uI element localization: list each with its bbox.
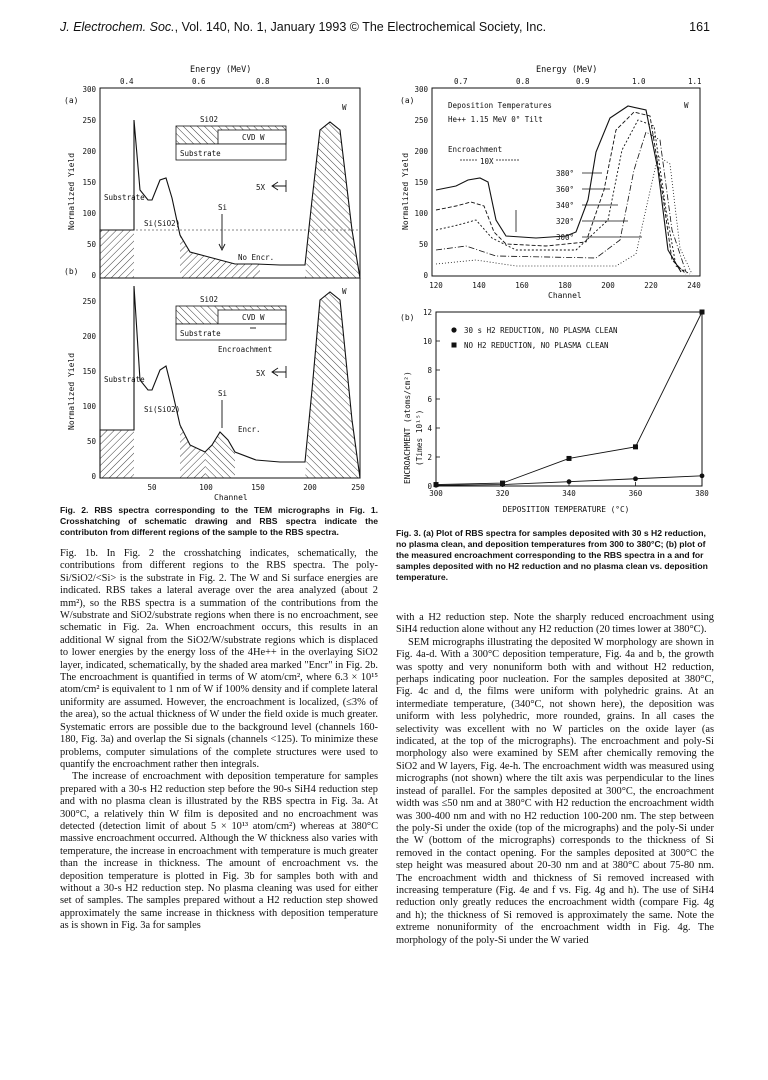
fig3b-svg: [396, 304, 716, 520]
fig3b-legend-item: 30 s H2 REDUCTION, NO PLASMA CLEAN: [464, 326, 618, 335]
fig3a-xtick: 140: [472, 281, 486, 290]
body-paragraph: The increase of encroachment with deposition temperature for samples prepared with a 30-s H2 reduction step before the 90-s SiH4 reduction step and with no plasma clean is illustrated by the RBS spectra in Fig. 3a. At 300°C, a relatively thin W film is deposited and no encroachment was detected (detection limit of about 5 × 10¹³ atom/cm²) whereas at 380°C massive encroachment occurred. Although the W thickness also varies with temperature, the increase in encroachment with temperature is much greater than the increase in thickness. The amount of encroachment vs. the deposition temperature is plotted in Fig. 3b for samples both with and without a 30-s H2 reduction step. No plasma cleaning was used for either set of samples. The samples prepared without a H2 reduction step showed approximately the same increase in thickness with deposition temperature as is shown in Fig. 3a for samples: [60, 771, 378, 932]
fig2b-encroachment-label: Encroachment: [218, 345, 273, 354]
fig3b-label: (b): [400, 313, 415, 322]
fig2a-ytick: 250: [82, 116, 96, 125]
fig3a-temp-340: 340°: [556, 201, 575, 210]
fig3a-ytick: 50: [418, 240, 428, 249]
fig2a-ytitle: Normalized Yield: [67, 152, 76, 230]
fig2-panel: [60, 60, 380, 500]
body-paragraph: SEM micrographs illustrating the deposited W morphology are shown in Fig. 4a-d. With a 300°C deposition temperature, Fig. 4a and b, the growth was spotty and very nonuniform both with and without H2 reduction, perhaps indicating poor nucleation. For the samples deposited at 380°C, Fig. 4c and d, the films were uniform with polyhedric grains. At an intermediate temperature, (340°C, not shown here), the deposition was uniform with less polyhedric, more rounded, grains. In all cases the selectivity was excellent with no W particles on the oxide layer (as indicated, at the top of the micrographs). The encroachment and poly-Si morphology also were examined by SEM after chemically removing the SiO2 and W layers, Fig. 4e-h. The encroachment width was measured using micrographs (not shown) where the tilt axis was perpendicular to the lines instead of parallel. For the samples deposited at 300°C, the encroachment width was ≤50 nm and at 380°C with H2 reduction the encroachment width was 300-400 nm and with no H2 reduction 100-200 nm. The step between the poly-Si under the oxide (top of the micrographs) and the poly-Si under the W (bottom of the micrographs) corresponds to the thickness of Si removed in the contact opening. For the samples deposited at 300°C the step height was measured about 20-30 nm and at 380°C about 75-80 nm. The encroachment width and thickness of Si removed increased with increasing temperature (Fig. 4e and f vs. Fig. 4g and h). The use of SiH4 reduction only greatly reduces the encroachment width (compare Fig. 4g and h); the thickness of Si removed is approximately the same. Note the extreme nonuniformity of the encroachment width in Fig. 4g. The morphology of the poly-Si under the W varied: [396, 636, 714, 946]
fig3-caption: Fig. 3. (a) Plot of RBS spectra for samples deposited with 30 s H2 reduction, no plasma clean, and deposition temperatures from 300 to 380°C; (b) plot of the measured encroachment corresponding to the RBS spectra in a and for samples deposited with no H2 reduction and no plasma clean vs. deposition temperature.: [396, 528, 708, 582]
fig3b-ytick-label: 8: [427, 366, 432, 375]
fig3b-ytick-label: 4: [427, 424, 432, 433]
fig3b-xtick-label: 340: [562, 489, 576, 498]
fig3b-ytick-label: 0: [427, 482, 432, 491]
fig2-energy-title: Energy (MeV): [190, 65, 252, 75]
fig3a-xtick: 240: [687, 281, 701, 290]
fig2-caption: Fig. 2. RBS spectra corresponding to the TEM micrographs in Fig. 1. Crosshatching of schematic drawing and RBS spectra indicate the contributon from different regions of the sample to the RBS spectra.: [60, 505, 378, 537]
fig2b-ytick: 250: [82, 297, 96, 306]
fig2b-xtick: 250: [351, 483, 365, 492]
fig2b-5x-label: 5X: [256, 369, 266, 378]
fig2-energy-tick: 1.0: [316, 77, 330, 86]
page-number: 161: [689, 20, 710, 34]
fig2b-xtick: 50: [147, 483, 157, 492]
fig2a-ytick: 150: [82, 178, 96, 187]
fig2b-xtitle: Channel: [214, 493, 248, 500]
fig2b-5x-arrow: [272, 366, 286, 378]
fig3b-xtitle: DEPOSITION TEMPERATURE (°C): [502, 505, 630, 514]
fig3b-point-h2: [567, 479, 572, 484]
body-column-left: [60, 548, 378, 933]
fig3b-point-noh2: [567, 456, 572, 461]
fig3a-w-label: W: [684, 101, 689, 110]
fig3a-temp-300: 300°: [556, 233, 575, 242]
fig2b-cvdw-label: CVD W: [242, 313, 265, 322]
running-header: [60, 20, 710, 34]
body-paragraph: with a H2 reduction step. Note the sharply reduced encroachment using SiH4 reduction alone without any H2 reduction (20 times lower at 380°C).: [396, 612, 714, 636]
fig2a-ytick: 100: [82, 209, 96, 218]
fig3a-beam: He++ 1.15 MeV 0° Tilt: [448, 115, 543, 124]
fig2-svg: [60, 60, 380, 500]
journal-citation: , Vol. 140, No. 1, January 1993 © The Electrochemical Society, Inc.: [174, 20, 547, 34]
fig3a-energy-tick: 1.1: [688, 77, 702, 86]
fig3a-ytick: 200: [414, 147, 428, 156]
fig3a-dep-title: Deposition Temperatures: [448, 101, 552, 110]
fig3a-xtick: 220: [644, 281, 658, 290]
fig2b-ytick: 50: [86, 437, 96, 446]
fig2b-ytick: 0: [91, 472, 96, 481]
fig2b-si-hatch: [180, 425, 205, 478]
fig2b-encr-hatch: [205, 432, 235, 478]
fig2-energy-tick: 0.6: [192, 77, 206, 86]
fig3a-panel: [396, 60, 716, 300]
fig2b-w-label: W: [342, 287, 347, 296]
fig2a-ytick: 0: [91, 271, 96, 280]
fig3b-legend-marker-square: [452, 343, 457, 348]
fig2b-sio2-label: SiO2: [200, 295, 219, 304]
fig2b-sisio2-label: Si(SiO2): [144, 405, 181, 414]
fig3a-ytitle: Normalized Yield: [401, 152, 410, 230]
fig3b-point-noh2: [633, 444, 638, 449]
fig3b-ytick-label: 12: [422, 308, 432, 317]
fig3b-legend-item: NO H2 REDUCTION, NO PLASMA CLEAN: [464, 341, 609, 350]
fig2a-cvdw-label: CVD W: [242, 133, 265, 142]
fig3a-energy-title: Energy (MeV): [536, 65, 598, 75]
fig2a-label: (a): [64, 96, 79, 105]
fig3b-ytick-label: 10: [422, 337, 432, 346]
fig3b-ytick-label: 6: [427, 395, 432, 404]
fig3a-ytick: 150: [414, 178, 428, 187]
fig2b-xtick: 100: [199, 483, 213, 492]
fig2a-sio2-label: SiO2: [200, 115, 219, 124]
body-column-right: [396, 612, 714, 947]
fig3a-energy-tick: 0.9: [576, 77, 590, 86]
fig2b-xtick: 150: [251, 483, 265, 492]
fig2b-ytitle: Normalized Yield: [67, 352, 76, 430]
fig2b-ytick: 100: [82, 402, 96, 411]
fig2a-ytick: 300: [82, 85, 96, 94]
fig2-energy-tick: 0.4: [120, 77, 134, 86]
journal-name: J. Electrochem. Soc.: [60, 20, 175, 34]
fig2b-substrate-label: Substrate: [104, 375, 145, 384]
fig3b-xtick-label: 320: [495, 489, 510, 498]
fig2a-substrate-hatch: [100, 230, 134, 278]
fig3b-ytitle: ENCROACHMENT (atoms/cm²): [403, 371, 412, 484]
fig2a-5x-label: 5X: [256, 183, 266, 192]
fig3b-point-noh2: [700, 310, 705, 315]
fig3a-10x-label: 10X: [480, 157, 494, 166]
fig2b-label: (b): [64, 267, 79, 276]
fig2a-w-label: W: [342, 103, 347, 112]
fig2b-encr-label: Encr.: [238, 425, 261, 434]
fig3a-xtick: 120: [429, 281, 443, 290]
fig3a-energy-tick: 0.8: [516, 77, 530, 86]
fig2a-ytick: 200: [82, 147, 96, 156]
fig3b-point-noh2: [500, 481, 505, 486]
fig2b-w-hatch: [305, 292, 360, 478]
fig2a-substrate-box-label: Substrate: [180, 149, 221, 158]
fig3a-encroachment-label: Encroachment: [448, 145, 503, 154]
fig3a-energy-tick: 0.7: [454, 77, 468, 86]
fig2a-substrate-label: Substrate: [104, 193, 145, 202]
fig2b-xtick: 200: [303, 483, 317, 492]
fig3a-label: (a): [400, 96, 415, 105]
fig3a-xtitle: Channel: [548, 291, 582, 300]
fig3b-point-h2: [633, 476, 638, 481]
fig2b-ytick: 200: [82, 332, 96, 341]
fig3b-xtick-label: 380: [695, 489, 709, 498]
fig3b-panel: [396, 304, 716, 520]
fig3b-ytick-label: 2: [427, 453, 432, 462]
fig2a-sisio2-label: Si(SiO2): [144, 219, 181, 228]
fig2-energy-tick: 0.8: [256, 77, 270, 86]
fig2b-substrate-box-label: Substrate: [180, 329, 221, 338]
fig2b-ytick: 150: [82, 367, 96, 376]
fig3b-point-h2: [700, 473, 705, 478]
fig3b-ysub: (Times 10¹⁵): [415, 409, 424, 466]
fig2a-w-hatch: [305, 122, 360, 278]
fig3b-xtick-label: 300: [429, 489, 443, 498]
fig3a-ytick: 300: [414, 85, 428, 94]
body-paragraph: Fig. 1b. In Fig. 2 the crosshatching indicates, schematically, the contributions from different regions to the RBS spectra. The poly-Si/SiO2/<Si> is the substrate in Fig. 2. The W and Si surface energies are indicated. RBS takes a lateral average over the area analyzed (about 2 mm²), so the RBS spectra is a summation of the contributions from the W/substrate and SiO2/substrate regions when there is no encroachment, see schematic in Fig. 2a. When encroachment occurs, this results in an additional W signal from the SiO2/W/substrate regions which is displaced to lower energies by the energy loss of the 4He++ in the overlaying SiO2 layer, indicated, schematically, by the shaded area marked "Encr" in Fig. 2b. The encroachment is quantified in terms of W atom/cm², where 6.3 × 10¹⁵ atom/cm² is equivalent to 1 nm of W if 100% density and if complete lateral uniformity are assumed. However, the encroachment is localized, (≤3% of the area), so the actual thickness of W under the field oxide is much greater. Systematic errors are possible due to the background level (channels 160-180, Fig. 3a) and overlap the Si signals (channels <125). To minimize these problems, computer simulations of the complete structures were used to quantify the encroachment rather then integrals.: [60, 548, 378, 770]
fig3a-ytick: 250: [414, 116, 428, 125]
fig3a-xtick: 160: [515, 281, 529, 290]
fig3a-temp-380: 380°: [556, 169, 575, 178]
fig2a-noencr-label: No Encr.: [238, 253, 275, 262]
fig3a-xtick: 200: [601, 281, 615, 290]
fig3a-xtick: 180: [558, 281, 572, 290]
fig3a-temp-360: 360°: [556, 185, 575, 194]
fig2a-ytick: 50: [86, 240, 96, 249]
fig3b-legend-marker-circle: [451, 327, 456, 332]
fig2b-substrate-hatch: [100, 430, 134, 478]
fig3a-svg: [396, 60, 716, 300]
fig3a-ytick: 100: [414, 209, 428, 218]
fig2a-si-label: Si: [218, 203, 228, 212]
fig3a-curve-340: [436, 120, 690, 274]
fig3a-energy-tick: 1.0: [632, 77, 646, 86]
fig3a-ytick: 0: [423, 271, 428, 280]
fig3a-temp-320: 320°: [556, 217, 575, 226]
fig2b-si-label: Si: [218, 389, 228, 398]
fig3b-point-noh2: [434, 482, 439, 487]
fig3b-xtick-label: 360: [628, 489, 643, 498]
fig2a-5x-arrow: [272, 180, 286, 192]
